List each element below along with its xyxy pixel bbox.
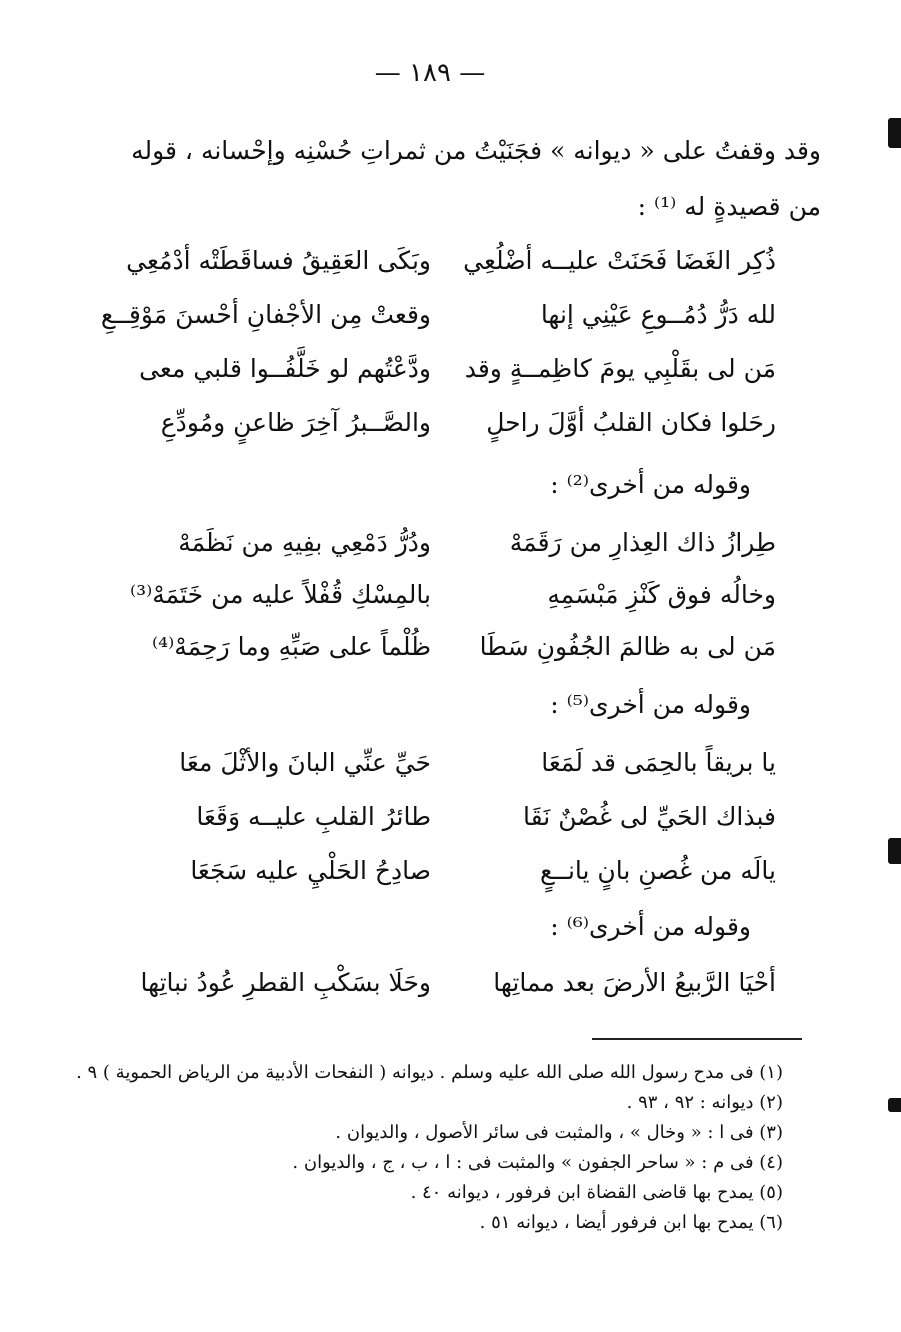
hemistich-second: والصَّــبرُ آخِرَ ظاعنٍ ومُودِّعِ bbox=[160, 408, 431, 437]
footnotes bbox=[76, 1058, 783, 1238]
footnote-6: (٦) يمدح بها ابن فرفور أيضا ، ديوانه ٥١ . bbox=[479, 1212, 783, 1233]
poem1-verse-3 bbox=[126, 354, 776, 398]
poem2-caption: وقوله من أخرى⁽²⁾ : bbox=[550, 470, 751, 499]
footnote-3: (٣) فى ا : « وخال » ، والمثبت فى سائر الأصول ، والديوان . bbox=[335, 1122, 783, 1143]
hemistich-second: وبَكَى العَقِيقُ فساقَطَتْه أدْمُعِي bbox=[126, 246, 431, 275]
hemistich-second: بالمِسْكِ قُفْلاً عليه من خَتَمَهْ⁽³⁾ bbox=[129, 580, 431, 609]
poem3-verse-3 bbox=[126, 856, 776, 900]
hemistich-first: يا بريقاً بالحِمَى قد لَمَعَا bbox=[541, 748, 776, 777]
hemistich-second: طائرُ القلبِ عليــه وَقَعَا bbox=[196, 802, 431, 831]
poem1-verse-1 bbox=[126, 246, 776, 290]
hemistich-first: طِرازُ ذاك العِذارِ من رَقَمَهْ bbox=[509, 528, 776, 557]
hemistich-second: ظُلْماً على صَبِّهِ وما رَحِمَهْ⁽⁴⁾ bbox=[151, 632, 431, 661]
margin-scan-mark bbox=[888, 118, 901, 148]
hemistich-second: صادِحُ الحَلْيِ عليه سَجَعَا bbox=[190, 856, 431, 885]
hemistich-first: وخالُه فوق كَنْزِ مَبْسَمِهِ bbox=[547, 580, 776, 609]
hemistich-first: مَن لى بقَلْبِي يومَ كاظِمــةٍ وقد bbox=[464, 354, 776, 383]
poem3-caption: وقوله من أخرى⁽⁵⁾ : bbox=[550, 690, 751, 719]
hemistich-second: وقعتْ مِن الأجْفانِ أحْسنَ مَوْقِــعِ bbox=[100, 300, 431, 329]
hemistich-second: ودُرُّ دَمْعِي بفِيهِ من نَظَمَهْ bbox=[178, 528, 431, 557]
margin-scan-mark bbox=[888, 1098, 901, 1112]
hemistich-first: يالَه من غُصنِ بانٍ يانــعٍ bbox=[539, 856, 776, 885]
poem4-verse-1 bbox=[126, 968, 776, 1012]
hemistich-second: حَيِّ عنِّي البانَ والأثْلَ معَا bbox=[179, 748, 431, 777]
poem1-verse-4 bbox=[126, 408, 776, 452]
footnote-2: (٢) ديوانه : ٩٢ ، ٩٣ . bbox=[626, 1092, 783, 1113]
footnote-4: (٤) فى م : « ساحر الجفون » والمثبت فى : ا ، ب ، ج ، والديوان . bbox=[292, 1152, 783, 1173]
intro-line-1: وقد وقفتُ على « ديوانه » فجَنَيْتُ من ثمراتِ حُسْنِه وإحْسانه ، قوله bbox=[131, 136, 821, 165]
hemistich-first: أحْيَا الرَّبيعُ الأرضَ بعد مماتِها bbox=[493, 968, 776, 997]
footnote-1: (١) فى مدح رسول الله صلى الله عليه وسلم . ديوانه ( النفحات الأدبية من الرياض الحموية ) ٩ . bbox=[76, 1062, 783, 1083]
hemistich-first: مَن لى به ظالمَ الجُفُونِ سَطَا bbox=[479, 632, 776, 661]
margin-scan-mark bbox=[888, 838, 901, 864]
hemistich-second: وحَلَا بسَكْبِ القطرِ عُودُ نباتِها bbox=[140, 968, 431, 997]
hemistich-first: لله دَرُّ دُمُــوعِ عَيْنِي إنها bbox=[540, 300, 776, 329]
poem2-verse-3 bbox=[126, 632, 776, 676]
poem3-verse-2 bbox=[126, 802, 776, 846]
footnote-separator bbox=[592, 1038, 802, 1040]
hemistich-first: فبذاك الحَيِّ لى غُصْنٌ نَقَا bbox=[523, 802, 776, 831]
footnote-5: (٥) يمدح بها قاضى القضاة ابن فرفور ، ديوانه ٤٠ . bbox=[410, 1182, 783, 1203]
hemistich-first: ذُكِر الغَضَا فَحَنَتْ عليــه أضْلُعِي bbox=[463, 246, 776, 275]
intro-line-2: من قصيدةٍ له ⁽¹⁾ : bbox=[637, 192, 821, 221]
page-number: — ١٨٩ — bbox=[374, 58, 486, 88]
poem2-verse-1 bbox=[126, 528, 776, 572]
hemistich-second: ودَّعْتُهم لو خَلَّفُــوا قلبي معى bbox=[139, 354, 431, 383]
hemistich-first: رحَلوا فكان القلبُ أوَّلَ راحلٍ bbox=[486, 408, 776, 437]
poem4-caption: وقوله من أخرى⁽⁶⁾ : bbox=[550, 912, 751, 941]
poem3-verse-1 bbox=[126, 748, 776, 792]
poem1-verse-2 bbox=[100, 300, 776, 344]
poem2-verse-2 bbox=[126, 580, 776, 624]
